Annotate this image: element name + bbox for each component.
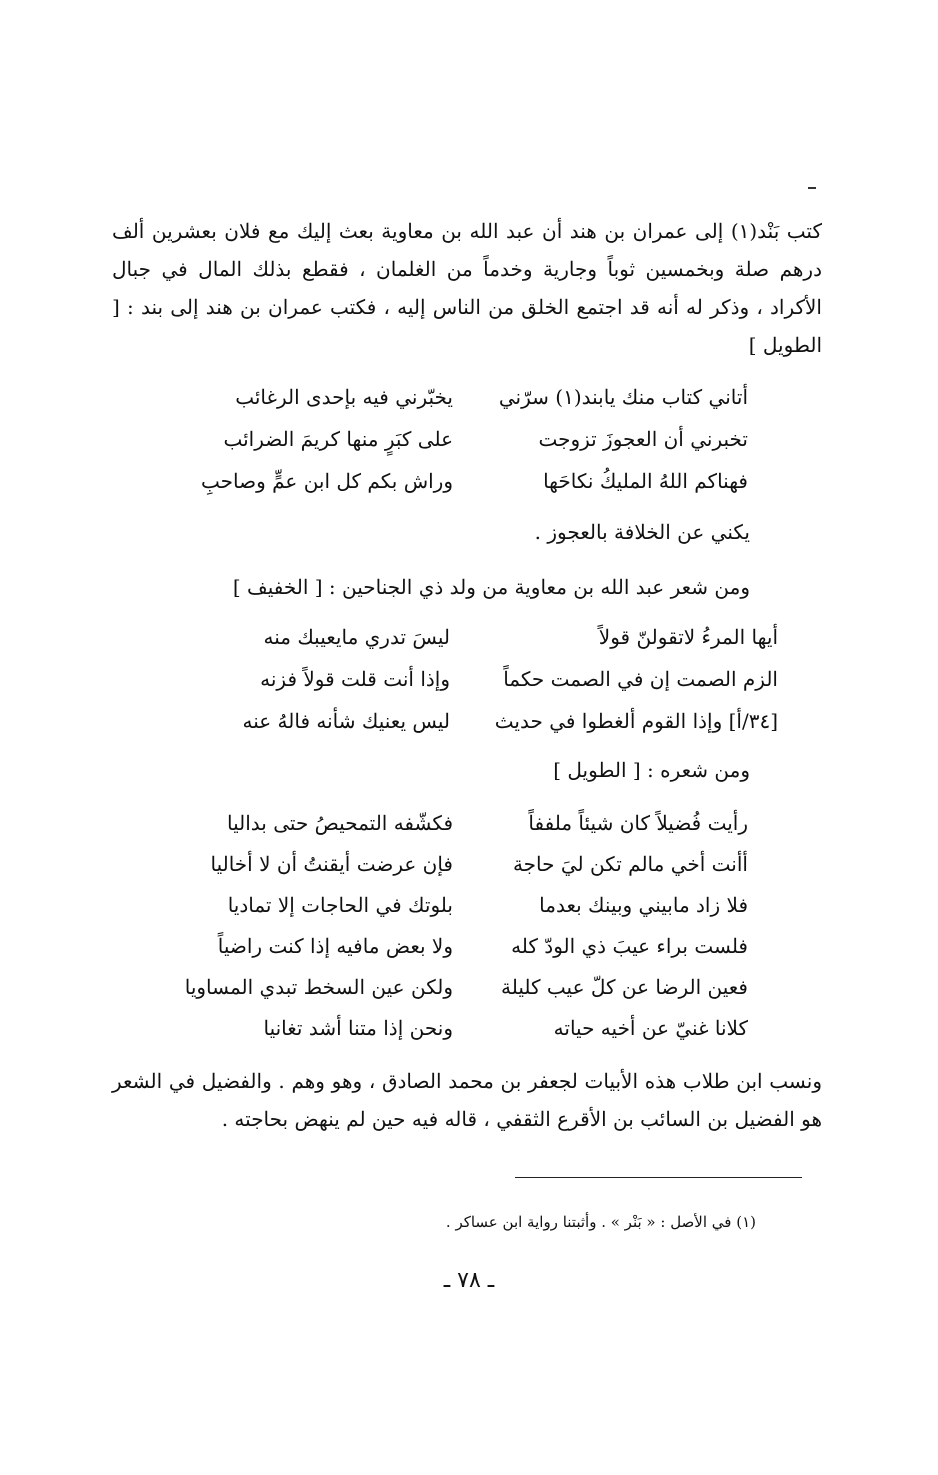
poem-2-verse <box>0 702 938 740</box>
poem-2-verse <box>0 660 938 698</box>
verse-second-hemistich: يخبّرني فيه بإحدى الرغائب <box>235 385 453 409</box>
verse-first-hemistich: فلست براء عيبَ ذي الودّ كله <box>511 934 748 958</box>
verse-second-hemistich: وإذا أنت قلت قولاً فزنه <box>260 667 450 691</box>
poem-3-intro: ومن شعره : [ الطويل ] <box>553 758 750 782</box>
footnote: (١) في الأصل : « بَنْر » . وأثبتنا رواية ابن عساكر . <box>445 1213 756 1231</box>
verse-second-hemistich: فإن عرضت أيقنتُ أن لا أخاليا <box>210 852 453 876</box>
verse-first-hemistich: أأنت أخي مالم تكن ليَ حاجة <box>512 852 748 876</box>
poem-3-verse <box>0 804 938 842</box>
verse-second-hemistich: بلوتك في الحاجات إلا تماديا <box>227 893 453 917</box>
poem-1-verse <box>0 378 938 416</box>
caliphate-note: يكني عن الخلافة بالعجوز . <box>534 520 750 544</box>
page-number: ـ ٧٨ ـ <box>443 1268 495 1293</box>
verse-first-hemistich: [٣٤/أ] وإذا القوم ألغطوا في حديث <box>494 709 778 733</box>
closing-paragraph-text: ونسب ابن طلاب هذه الأبيات لجعفر بن محمد الصادق ، وهو وهم . والفضيل في الشعر هو الفضيل بن السائب بن الأقرع الثقفي ، قاله فيه حين لم ينهض بحاجته . <box>112 1069 822 1131</box>
verse-first-hemistich: فعين الرضا عن كلّ عيب كليلة <box>501 975 748 999</box>
poem-3-verse <box>0 845 938 883</box>
verse-first-hemistich: كلانا غنيّ عن أخيه حياته <box>553 1016 748 1040</box>
footnote-separator <box>515 1177 802 1178</box>
verse-second-hemistich: ولا بعض مافيه إذا كنت راضياً <box>217 934 453 958</box>
verse-first-hemistich: فلا زاد مابيني وبينك بعدما <box>539 893 748 917</box>
verse-second-hemistich: ليس يعنيك شأنه فالهُ عنه <box>242 709 450 733</box>
verse-first-hemistich: رأيت فُضيلاً كان شيئاً ملففاً <box>528 811 748 835</box>
scan-mark <box>808 187 816 189</box>
verse-first-hemistich: أيها المرءُ لاتقولنّ قولاً <box>598 625 778 649</box>
verse-second-hemistich: على كبَرٍ منها كريمَ الضرائب <box>223 427 453 451</box>
verse-second-hemistich: وراش بكم كل ابن عمٍّ وصاحبِ <box>201 469 453 493</box>
poem-3-verse <box>0 886 938 924</box>
verse-second-hemistich: ونحن إذا متنا أشد تغانيا <box>263 1016 453 1040</box>
verse-first-hemistich: أتاني كتاب منك يابند(١) سرّني <box>498 385 748 409</box>
verse-second-hemistich: فكشّفه التمحيصُ حتى بداليا <box>227 811 453 835</box>
poem-3-verse <box>0 968 938 1006</box>
verse-second-hemistich: ولكن عين السخط تبدي المساويا <box>184 975 453 999</box>
verse-second-hemistich: ليسَ تدري مايعيبك منه <box>263 625 450 649</box>
poem-3-verse <box>0 927 938 965</box>
poem-2-intro: ومن شعر عبد الله بن معاوية من ولد ذي الجناحين : [ الخفيف ] <box>232 575 750 599</box>
opening-paragraph-text: كتب بَنْد(١) إلى عمران بن هند أن عبد الله بن معاوية بعث إليك مع فلان بعشرين ألف درهم صلة وبخمسين ثوباً وجارية وخدماً من الغلمان ، فقطع بذلك المال في جبال الأكراد ، وذكر له أنه قد اجتمع الخلق من الناس إليه ، فكتب عمران بن هند إلى بند : [ الطويل ] <box>112 219 822 357</box>
poem-1-verse <box>0 462 938 500</box>
verse-first-hemistich: الزم الصمت إن في الصمت حكماً <box>503 667 778 691</box>
poem-1-verse <box>0 420 938 458</box>
poem-3-verse <box>0 1009 938 1047</box>
verse-first-hemistich: فهناكم اللهُ المليكُ نكاحَها <box>543 469 748 493</box>
poem-2-verse <box>0 618 938 656</box>
closing-paragraph <box>112 1062 822 1138</box>
verse-first-hemistich: تخبرني أن العجوزَ تزوجت <box>538 427 748 451</box>
opening-paragraph <box>112 212 822 364</box>
